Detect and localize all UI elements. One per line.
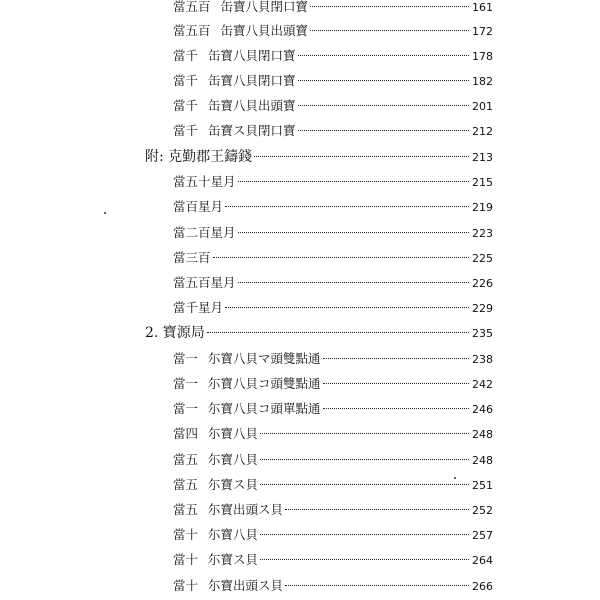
toc-entry-prefix: 當十 [173,527,199,542]
toc-entry [173,376,493,393]
toc-entry-page: 242 [472,378,493,391]
toc-entry [173,174,493,191]
toc-entry-page: 226 [472,277,493,290]
dot-leader [260,459,469,460]
toc-entry [173,351,493,368]
toc-entry [173,23,493,40]
dot-leader [323,358,469,359]
dot-leader [260,433,469,434]
toc-entry-page: 264 [472,554,493,567]
toc-entry [173,477,493,494]
toc-entry-title: 尓寶ス貝 [208,552,259,567]
dot-leader [323,383,469,384]
toc-entry-title: 尓寶八貝 [208,452,259,467]
dot-leader [238,282,469,283]
toc-entry-prefix: 當千 [173,98,199,113]
toc-entry-prefix: 當五百 [173,23,211,38]
toc-entry-title: 尓寶ス貝 [208,477,259,492]
toc-entry-page: 213 [472,151,493,164]
toc-section-entry [145,325,493,342]
scan-speck [454,477,456,479]
dot-leader [213,257,469,258]
toc-entry-title: 缶寶八貝閉口寶 [208,48,296,63]
toc-entry [173,552,493,569]
toc-entry-title: 缶寶八貝出頭寶 [220,23,309,38]
toc-entry-prefix: 當十 [173,552,199,567]
dot-leader [260,534,469,535]
toc-entry-page: 235 [472,327,493,340]
dot-leader [310,30,469,31]
toc-entry-page: 238 [472,353,493,366]
toc-entry-title: 當五百星月 [173,275,236,290]
toc-entry [173,401,493,418]
dot-leader [225,307,469,308]
toc-entry-title: 當二百星月 [173,225,236,240]
dot-leader [298,80,469,81]
toc-entry-page: 215 [472,176,493,189]
toc-entry-title: 尓寶八貝 [208,527,259,542]
dot-leader [260,559,469,560]
dot-leader [323,408,469,409]
toc-entry-page: 219 [472,201,493,214]
toc-entry [173,527,493,544]
toc-entry-title: 缶寶八貝出頭寶 [208,98,296,113]
toc-entry-title: 當五十星月 [173,174,236,189]
toc-entry-prefix: 當一 [173,401,199,416]
dot-leader [298,130,469,131]
toc-entry-page: 248 [472,428,493,441]
toc-entry-prefix: 當五 [173,502,199,517]
toc-entry-prefix: 當千 [173,123,199,138]
toc-entry [173,0,493,16]
toc-entry-page: 251 [472,479,493,492]
toc-entry-title: 當千星月 [173,300,224,315]
toc-entry-page: 178 [472,50,493,63]
dot-leader [260,484,469,485]
toc-entry [173,275,493,292]
toc-entry-page: 257 [472,529,493,542]
toc-entry-prefix: 當五 [173,452,199,467]
toc-entry [173,48,493,65]
toc-entry-title: 尓寶出頭ス貝 [208,578,284,593]
scan-speck [104,212,106,214]
toc-entry-page: 246 [472,403,493,416]
toc-entry [173,73,493,90]
toc-entry-title: 尓寶八貝コ頭雙點通 [208,376,321,391]
toc-entry-prefix: 當四 [173,426,199,441]
toc-entry-prefix: 當千 [173,73,199,88]
toc-entry-prefix: 當一 [173,376,199,391]
toc-entry-prefix: 當五 [173,477,199,492]
toc-entry [173,199,493,216]
toc-entry-prefix: 當一 [173,351,199,366]
toc-entry-title: 缶寶八貝閉口寶 [220,0,309,14]
toc-entry-page: 266 [472,580,493,593]
toc-entry [173,578,493,595]
dot-leader [310,6,469,7]
toc-entry-page: 182 [472,75,493,88]
dot-leader [298,55,469,56]
toc-entry-page: 248 [472,454,493,467]
toc-entry-title: 當百星月 [173,199,224,214]
toc-section-entry [145,149,493,166]
dot-leader [238,181,469,182]
toc-entry [173,98,493,115]
toc-entry-prefix: 當千 [173,48,199,63]
toc-entry [173,502,493,519]
toc-entry-prefix: 當五百 [173,0,211,14]
dot-leader [238,232,469,233]
toc-entry-title: 尓寶出頭ス貝 [208,502,284,517]
dot-leader [285,509,469,510]
toc-entry-title: 缶寶八貝閉口寶 [208,73,296,88]
toc-section-title: 2. 寶源局 [145,325,205,341]
toc-entry-title: 缶寶ス貝閉口寶 [208,123,296,138]
toc-entry-page: 212 [472,125,493,138]
toc-entry-page: 229 [472,302,493,315]
toc-section-title: 附: 克勤郡王鑄錢 [145,149,253,165]
dot-leader [225,206,469,207]
toc-entry-page: 161 [472,1,493,14]
toc-entry-page: 223 [472,227,493,240]
dot-leader [285,585,469,586]
toc-entry [173,452,493,469]
toc-entry [173,225,493,242]
dot-leader [298,105,469,106]
toc-entry-title: 尓寶八貝マ頭雙點通 [208,351,321,366]
toc-entry-page: 252 [472,504,493,517]
toc-entry-page: 201 [472,100,493,113]
toc-entry-title: 尓寶八貝 [208,426,259,441]
toc-entry [173,250,493,267]
toc-entry-title: 尓寶八貝コ頭單點通 [208,401,321,416]
dot-leader [207,332,469,333]
toc-entry [173,426,493,443]
toc-entry-prefix: 當十 [173,578,199,593]
toc-entry-page: 172 [472,25,493,38]
toc-entry-title: 當三百 [173,250,211,265]
toc-entry [173,123,493,140]
dot-leader [254,156,469,157]
toc-entry-page: 225 [472,252,493,265]
toc-entry [173,300,493,317]
